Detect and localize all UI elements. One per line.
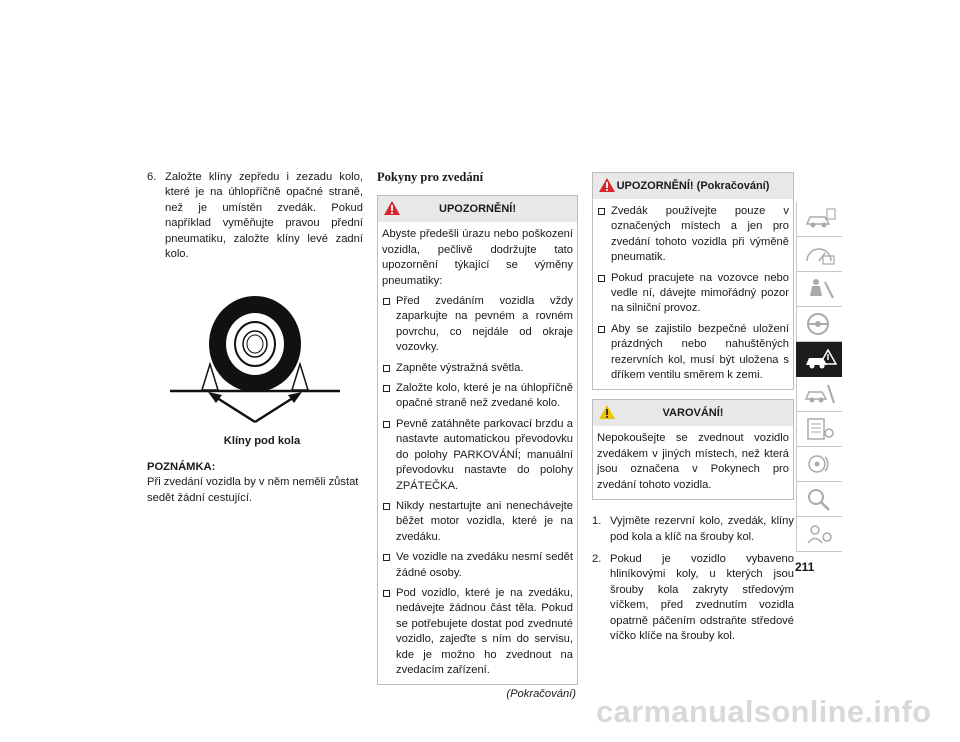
caution-bullet: Založte kolo, které je na úhlopříčně opačné straně než zvedané kolo. [382, 381, 573, 412]
index-icon [803, 521, 837, 547]
caution-body [378, 222, 577, 684]
step-text: Pokud je vozidlo vybaveno hliníkovými koly, u kterých jsou šrouby kola zakryty středovým víčkem, před zvednutím vozidla opatrně páčením odstraňte středové víčko klíče na šrouby kol. [610, 552, 794, 642]
caution-continued-box [592, 172, 794, 390]
checkbox-bullet-icon [598, 326, 605, 333]
maintenance-icon [803, 381, 837, 407]
tab-search[interactable] [796, 482, 842, 517]
tab-dashboard[interactable] [796, 237, 842, 272]
caution-bullet: Před zvedáním vozidla vždy zaparkujte na pevném a rovném povrchu, co nejdále od okraje vozovky. [382, 294, 573, 356]
tab-safety[interactable] [796, 272, 842, 307]
checkbox-bullet-icon [383, 365, 390, 372]
step-1 [592, 514, 794, 545]
checkbox-bullet-icon [383, 298, 390, 305]
tab-car-info[interactable] [796, 202, 842, 237]
caution-header [378, 196, 577, 222]
checkbox-bullet-icon [383, 385, 390, 392]
note-heading: POZNÁMKA: [147, 460, 216, 473]
figure-caption: Klíny pod kola [223, 435, 301, 448]
checkbox-bullet-icon [598, 275, 605, 282]
dashboard-icon [803, 241, 837, 267]
warning-box [592, 399, 794, 500]
step-6 [147, 170, 363, 262]
search-icon [803, 486, 837, 512]
warning-triangle-icon [598, 404, 616, 420]
warning-header [593, 400, 793, 426]
note-text: Při zvedání vozidla by v něm neměli zůstat sedět žádní cestující. [147, 476, 359, 504]
steering-wheel-icon [803, 311, 837, 337]
warning-title: VAROVÁNÍ! [662, 407, 724, 420]
wheel-chocks-figure [170, 294, 340, 424]
warning-body [593, 426, 793, 499]
caution-bullet: Zvedák používejte pouze v označených místech a jen pro zvedání tohoto vozidla při výměně pneumatik. [597, 204, 789, 266]
caution-triangle-icon [383, 200, 401, 216]
step-number: 2. [592, 552, 602, 565]
caution-continued-body [593, 199, 793, 389]
checkbox-bullet-icon [383, 590, 390, 597]
checkbox-bullet-icon [383, 554, 390, 561]
tab-specifications[interactable] [796, 412, 842, 447]
continued-label: (Pokračování) [506, 688, 576, 701]
checkbox-bullet-icon [383, 421, 390, 428]
caution-bullet: Zapněte výstražná světla. [382, 361, 573, 376]
tab-steering[interactable] [796, 307, 842, 342]
caution-continued-header [593, 173, 793, 199]
step-text: Vyjměte rezervní kolo, zvedák, klíny pod kola a klíč na šrouby kol. [610, 515, 794, 543]
specifications-icon [803, 416, 837, 442]
steps-list [592, 514, 794, 644]
tab-emergency[interactable] [796, 342, 842, 377]
column-left [147, 170, 363, 506]
caution-intro: Abyste předešli úrazu nebo poškození vozidla, pečlivě dodržujte tato upozornění týkající se výměny pneumatiky: [382, 228, 573, 287]
tab-index[interactable] [796, 517, 842, 552]
tab-multimedia[interactable] [796, 447, 842, 482]
warning-text: Nepokoušejte se zvednout vozidlo zvedákem v jiných místech, než která jsou označena v Pokynech pro zvedání tohoto vozidla. [597, 432, 789, 491]
section-title: Pokyny pro zvedání [377, 170, 484, 184]
column-right [592, 170, 794, 644]
caution-bullet: Nikdy nestartujte ani nenechávejte běžet motor vozidla, které je na zvedáku. [382, 499, 573, 545]
multimedia-icon [803, 451, 837, 477]
caution-box [377, 195, 578, 685]
column-middle [377, 170, 578, 703]
caution-title: UPOZORNĚNÍ! [439, 203, 516, 216]
step-number: 6. [147, 171, 157, 183]
caution-triangle-icon [598, 177, 616, 193]
caution-continued-title: UPOZORNĚNÍ! (Pokračování) [616, 180, 770, 192]
tab-maintenance[interactable] [796, 377, 842, 412]
step-2 [592, 552, 794, 644]
step-text: Založte klíny zepředu i zezadu kolo, které je na úhlopříčně opačné straně, než je umístěn zvedák. Pokud například vyměňujte pravou přední pneumatiku, založte klíny levé zadní kolo. [165, 171, 363, 261]
checkbox-bullet-icon [383, 503, 390, 510]
emergency-icon [803, 346, 837, 372]
caution-bullet: Aby se zajistilo bezpečné uložení prázdných nebo nahuštěných rezervních kol, musí být uložena s dříkem ventilu směrem k zemi. [597, 322, 789, 384]
caution-bullet: Pevně zatáhněte parkovací brzdu a nastavte automatickou převodovku do polohy PARKOVÁNÍ; manuální převodovku nastavte do polohy ZPÁTEČKA. [382, 417, 573, 494]
chapter-tabs [796, 202, 842, 552]
page-number: 211 [795, 560, 815, 574]
caution-bullet: Pokud pracujete na vozovce nebo vedle ní, dávejte mimořádný pozor na silniční provoz. [597, 271, 789, 317]
checkbox-bullet-icon [598, 208, 605, 215]
car-info-icon [803, 206, 837, 232]
caution-bullet: Pod vozidlo, které je na zvedáku, nedávejte žádnou část těla. Pokud se potřebujete dostat pod zvednuté vozidlo, zajeďte s ním do servisu, kde je možno ho zvednout na zvedacím zařízení. [382, 586, 573, 678]
watermark: carmanualsonline.info [596, 694, 932, 729]
caution-bullet: Ve vozidle na zvedáku nesmí sedět žádné osoby. [382, 550, 573, 581]
step-number: 1. [592, 515, 602, 528]
safety-icon [803, 276, 837, 302]
